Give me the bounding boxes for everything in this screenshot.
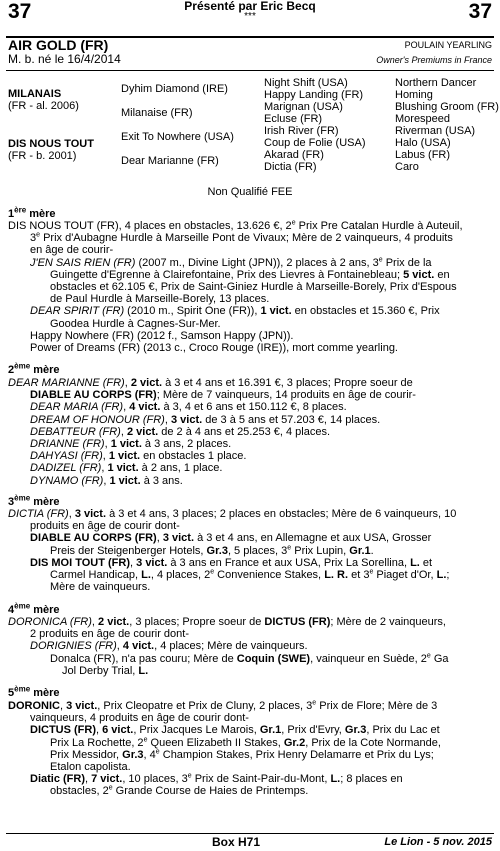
section-body-2: DEAR MARIANNE (FR), 2 vict. à 3 et 4 ans et 16.391 €, 3 places; Propre soeur de DIABLE AU CORPS (FR); Mère de 7 vainqueurs, 14 produits en âge de courir- DEAR MARIA (FR), 4 vict. à 3, 4 et 6 ans et 150.112 €, 8 places. DREAM OF HONOUR (FR), 3 vict. de 3 à 5 ans et 57.203 €, 14 places. DEBATTEUR (FR), 2 vict. de 2 à 4 ans et 25.253 €, 4 places. DRIANNE (FR), 1 vict. à 3 ans, 2 places. DAHYASI (FR), 1 vict. en obstacles 1 place. DADIZEL (FR), 1 vict. à 2 ans, 1 place. DYNAMO (FR), 1 vict. à 3 ans. [8, 377, 416, 487]
section-heading-3: 3ème mère [8, 493, 60, 508]
presenter: Présenté par Eric Becq [184, 0, 316, 13]
section-body-5: DORONIC, 3 vict., Prix Cleopatre et Prix de Cluny, 2 places, 3e Prix de Flore; Mère de 3 vainqueurs, 4 produits en âge de courir dont- DICTUS (FR), 6 vict., Prix Jacques Le Marois, Gr.1, Prix d'Evry, Gr.3, Prix du Lac et Prix La Rochette, 2e Queen Elizabeth II Stakes, Gr.2, Prix de la Cote Normande, Prix Messidor, Gr.3, 4e Champion Stakes, Prix Henry Delamarre et Prix du Lys; Etalon capolista. Diatic (FR), 7 vict., 10 places, 3e Prix de Saint-Pair-du-Mont, L.; 8 places en obstacles, 2e Grande Course de Haies de Printemps. [8, 699, 441, 798]
gen4-item: Blushing Groom (FR) [395, 101, 499, 113]
dam-name: DIS NOUS TOUT [8, 138, 94, 150]
stars: *** [244, 11, 256, 22]
gen3-item: Ecluse (FR) [264, 113, 323, 125]
horse-name: AIR GOLD (FR) [8, 37, 109, 53]
gen4-item: Northern Dancer [395, 77, 477, 89]
horse-birth: M. b. né le 16/4/2014 [8, 52, 121, 66]
section-body-3: DICTIA (FR), 3 vict. à 3 et 4 ans, 3 places; 2 places en obstacles; Mère de 6 vainqueurs, 10 produits en âge de courir dont- DIABLE AU CORPS (FR), 3 vict. à 3 et 4 ans, en Allemagne et aux USA, Grosser Preis der Steigenberger Hotels, Gr.3, 5 places, 3e Prix Lupin, Gr.1. DIS MOI TOUT (FR), 3 vict. à 3 ans en France et aux USA, Prix La Sorellina, L. et Carmel Handicap, L., 4 places, 2e Convenience Stakes, L. R. et 3e Piaget d'Or, L.; Mère de vainqueurs. [8, 508, 457, 594]
box-number: Box H71 [212, 835, 261, 849]
lot-number-right: 37 [468, 0, 492, 23]
sire-name: MILANAIS [8, 88, 62, 100]
gen3-item: Irish River (FR) [264, 125, 339, 137]
gen4-item: Homing [395, 89, 433, 101]
gen2-item: Dyhim Diamond (IRE) [121, 83, 228, 95]
gen2-item: Milanaise (FR) [121, 107, 193, 119]
sale-type: POULAIN YEARLING [404, 40, 492, 50]
gen4-item: Riverman (USA) [395, 125, 476, 137]
dam-origin: (FR - b. 2001) [8, 150, 77, 162]
gen3-item: Happy Landing (FR) [264, 89, 364, 101]
sire-origin: (FR - al. 2006) [8, 100, 79, 112]
section-body-4: DORONICA (FR), 2 vict., 3 places; Propre soeur de DICTUS (FR); Mère de 2 vainqueurs, 2 produits en âge de courir dont- DORIGNIES (FR), 4 vict., 4 places; Mère de vainqueurs. Donalca (FR), n'a pas couru; Mère de Coquin (SWE), vainqueur en Suède, 2e Ga Jol Derby Trial, L. [8, 616, 449, 677]
gen2-item: Exit To Nowhere (USA) [121, 131, 234, 143]
qualification: Non Qualifié FEE [207, 186, 293, 198]
gen4-item: Morespeed [395, 113, 451, 125]
gen4-item: Labus (FR) [395, 149, 451, 161]
gen4-item: Halo (USA) [395, 137, 451, 149]
gen4-item: Caro [395, 161, 419, 173]
gen2-item: Dear Marianne (FR) [121, 155, 219, 167]
gen3-item: Marignan (USA) [264, 101, 343, 113]
footer-rule [6, 833, 494, 834]
gen3-item: Coup de Folie (USA) [264, 137, 366, 149]
sale-name: Le Lion - 5 nov. 2015 [384, 836, 492, 848]
gen3-item: Akarad (FR) [264, 149, 324, 161]
consignor: Owner's Premiums in France [376, 55, 492, 65]
section-heading-4: 4ème mère [8, 601, 60, 616]
section-body-1: DIS NOUS TOUT (FR), 4 places en obstacles, 13.626 €, 2e Prix Pre Catalan Hurdle à Auteuil, 3e Prix d'Aubagne Hurdle à Marseille Pont de Vivaux; Mère de 2 vainqueurs, 4 produits en âge de courir- J'EN SAIS RIEN (FR) (2007 m., Divine Light (JPN)), 2 places à 2 ans, 3e Prix de la Guingette d'Egrenne à Clairefontaine, Prix des Lievres à Fontainebleau; 5 vict. en obstacles et 62.105 €, Prix de Saint-Giniez Hurdle à Marseille-Borely, Prix d'Espous de Paul Hurdle à Marseille-Borely, 13 places. DEAR SPIRIT (FR) (2010 m., Spirit One (FR)), 1 vict. en obstacles et 15.360 €, Prix Goodea Hurdle à Cagnes-Sur-Mer. Happy Nowhere (FR) (2012 f., Samson Happy (JPN)). Power of Dreams (FR) (2013 c., Croco Rouge (IRE)), mort comme yearling. [8, 219, 463, 355]
section-heading-1: 1ère mère [8, 205, 56, 220]
section-heading-2: 2ème mère [8, 361, 60, 376]
gen3-item: Night Shift (USA) [264, 77, 348, 89]
section-heading-5: 5ème mère [8, 684, 60, 699]
gen3-item: Dictia (FR) [264, 161, 317, 173]
lot-number-left: 37 [8, 0, 32, 23]
